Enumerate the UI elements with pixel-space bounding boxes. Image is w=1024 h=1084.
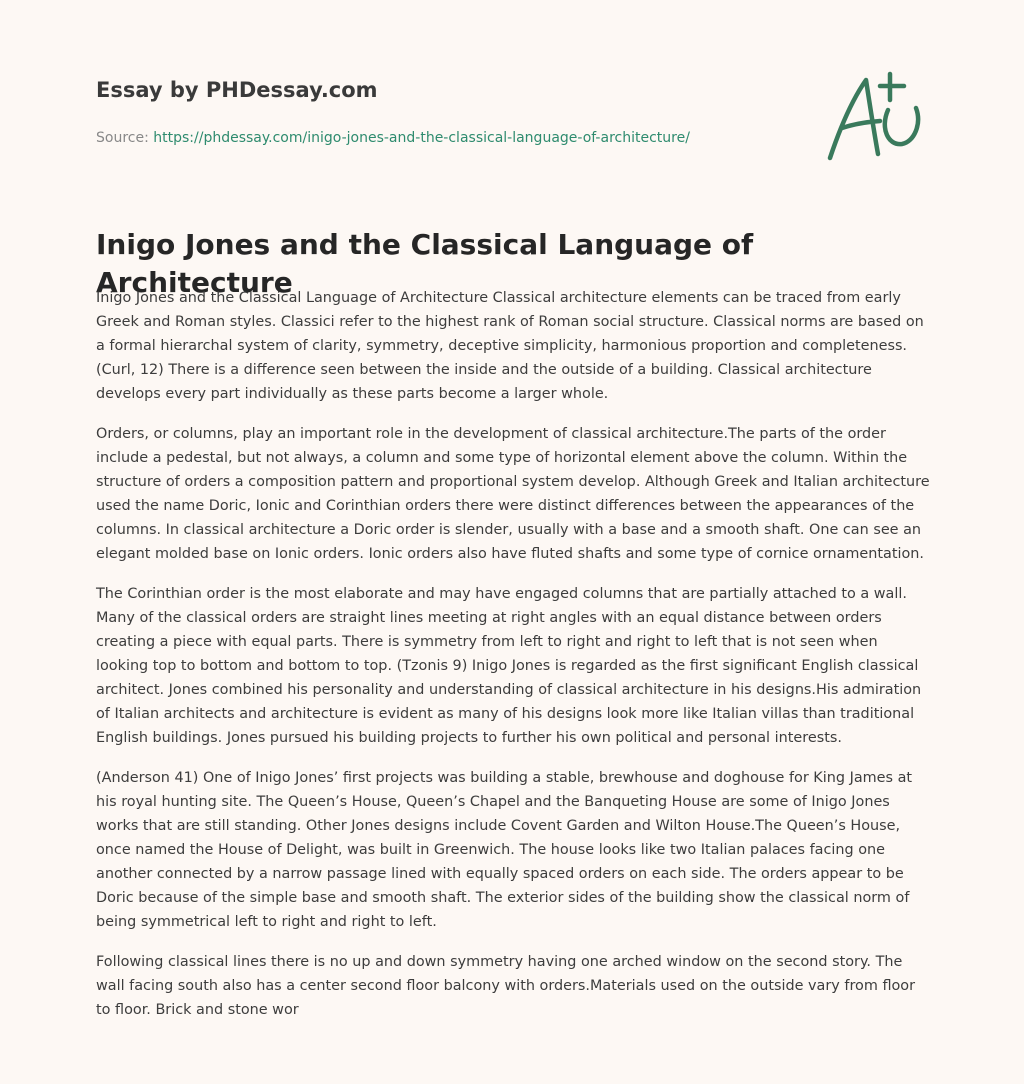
paragraph: Inigo Jones and the Classical Language of Architecture Classical architecture elements can be traced from early Greek and Roman styles. Classici refer to the highest rank of Roman social structure. Classical norms are based on a formal hierarchal system of clarity, symmetry, deceptive simplicity, harmonious proportion and completeness. (Curl, 12) There is a difference seen between the inside and the outside of a building. Classical architecture develops every part individually as these parts become a larger whole. [96, 290, 924, 402]
source-label: Source: [96, 130, 154, 146]
paragraph: (Anderson 41) One of Inigo Jones’ first projects was building a stable, brewhouse and doghouse for King James at his royal hunting site. The Queen’s House, Queen’s Chapel and the Banqueting House are some of Inigo Jones works that are still standing. Other Jones designs include Covent Garden and Wilton House.The Queen’s House, once named the House of Delight, was built in Greenwich. The house looks like two Italian palaces facing one another connected by a narrow passage lined with equally spaced orders on each side. The orders appear to be Doric because of the simple base and smooth shaft. The exterior sides of the building show the classical norm of being symmetrical left to right and right to left. [96, 770, 913, 930]
essay-body [96, 286, 932, 1038]
paragraph: Following classical lines there is no up and down symmetry having one arched window on the second story. The wall facing south also has a center second floor balcony with orders.Materials used on the outside vary from floor to floor. Brick and stone wor [96, 954, 916, 1018]
essay-title: Inigo Jones and the Classical Language of Architecture [96, 228, 754, 299]
brand-title: Essay by PHDessay.com [96, 78, 378, 102]
source-link[interactable]: https://phdessay.com/inigo-jones-and-the-classical-language-of-architecture/ [153, 130, 690, 146]
paragraph: The Corinthian order is the most elaborate and may have engaged columns that are partially attached to a wall. Many of the classical orders are straight lines meeting at right angles with an equal distance between orders creating a piece with equal parts. There is symmetry from left to right and right to left that is not seen when looking top to bottom and bottom to top. (Tzonis 9) Inigo Jones is regarded as the first significant English classical architect. Jones combined his personality and understanding of classical architecture in his designs.His admiration of Italian architects and architecture is evident as many of his designs look more like Italian villas than traditional English buildings. Jones pursued his building projects to further his own political and personal interests. [96, 586, 922, 746]
paragraph: Orders, or columns, play an important role in the development of classical architecture.The parts of the order include a pedestal, but not always, a column and some type of horizontal element above the column. Within the structure of orders a composition pattern and proportional system develop. Although Greek and Italian architecture used the name Doric, Ionic and Corinthian orders there were distinct differences between the appearances of the columns. In classical architecture a Doric order is slender, usually with a base and a smooth shaft. One can see an elegant molded base on Ionic orders. Ionic orders also have fluted shafts and some type of cornice ornamentation. [96, 426, 930, 562]
header [96, 76, 796, 148]
source-line [96, 128, 796, 148]
a-plus-logo-icon [818, 66, 930, 166]
